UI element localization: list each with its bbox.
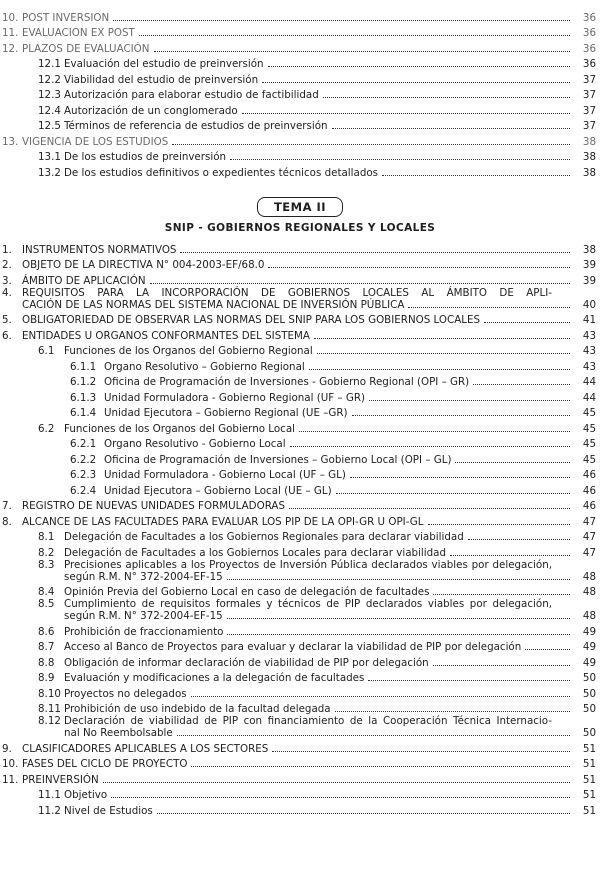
leader-dots bbox=[350, 477, 570, 478]
toc-entry-title: Acceso al Banco de Proyectos para evaluar y declarar la viabilidad de PIP por delegación bbox=[64, 641, 522, 653]
toc-entry-title: OBLIGATORIEDAD DE OBSERVAR LAS NORMAS DEL SNIP PARA LOS GOBIERNOS LOCALES bbox=[22, 314, 481, 326]
toc-entry-title: Funciones de los Organos del Gobierno Local bbox=[64, 422, 295, 435]
toc-entry-number: 1. bbox=[2, 243, 12, 256]
leader-dots bbox=[433, 594, 570, 595]
toc-entry-title: Evaluación del estudio de preinversión bbox=[64, 58, 264, 70]
toc-entry-title: Viabilidad del estudio de preinversión bbox=[64, 73, 259, 86]
toc-entry-number: 6.2 bbox=[38, 422, 55, 435]
toc-entry bbox=[0, 755, 600, 771]
toc-entry bbox=[0, 326, 600, 342]
toc-entry-number: 12. bbox=[2, 42, 19, 55]
toc-entry-page: 43 bbox=[582, 345, 596, 357]
toc-entry-page: 43 bbox=[582, 329, 596, 342]
leader-dots bbox=[323, 97, 570, 98]
leader-dots bbox=[289, 508, 570, 509]
toc-entry-number: 8.10 bbox=[38, 687, 61, 700]
toc-entry-title: Declaración de viabilidad de PIP con financiamiento de la Cooperación Técnica Internacio- bbox=[64, 715, 552, 727]
toc-entry bbox=[0, 466, 600, 482]
toc-entry-page: 50 bbox=[582, 672, 596, 684]
toc-entry-page: 47 bbox=[582, 531, 596, 543]
toc-entry bbox=[0, 653, 600, 669]
toc-entry-title: Unidad Formuladora - Gobierno Regional (UF – GR) bbox=[104, 391, 366, 404]
toc-entry-title: Evaluación y modificaciones a la delegación de facultades bbox=[64, 672, 365, 684]
toc-entry-number: 5. bbox=[2, 314, 12, 326]
toc-entry-number: 6.2.1 bbox=[70, 438, 97, 450]
toc-entry-number: 8.6 bbox=[38, 625, 55, 638]
toc-entry-number: 8.3 bbox=[38, 558, 55, 571]
toc-entry bbox=[0, 163, 600, 179]
toc-entry-page: 40 bbox=[582, 298, 596, 311]
toc-entry-title: Delegación de Facultades a los Gobiernos Locales para declarar viabilidad bbox=[64, 546, 447, 559]
toc-entry-title: POST INVERSION bbox=[22, 11, 110, 24]
toc-entry bbox=[0, 373, 600, 389]
leader-dots bbox=[172, 144, 570, 145]
toc-entry-title: De los estudios definitivos o expedientes técnicos detallados bbox=[64, 166, 379, 179]
toc-entry-number: 11.2 bbox=[38, 804, 61, 817]
toc-entry bbox=[0, 148, 600, 164]
toc-entry-title: Oficina de Programación de Inversiones – Gobierno Local (OPI – GL) bbox=[104, 453, 452, 466]
leader-dots bbox=[103, 782, 570, 783]
leader-dots bbox=[455, 462, 570, 463]
toc-entry bbox=[0, 481, 600, 497]
toc-entry bbox=[0, 404, 600, 420]
toc-entry-title: Unidad Formuladora - Gobierno Local (UF – GL) bbox=[104, 469, 346, 481]
toc-entry-title: PREINVERSIÓN bbox=[22, 773, 99, 786]
toc-entry-page: 50 bbox=[582, 703, 596, 715]
toc-entry-page: 38 bbox=[582, 243, 596, 256]
toc-entry-page: 51 bbox=[582, 742, 596, 755]
toc-entry bbox=[0, 770, 600, 786]
leader-dots bbox=[290, 446, 570, 447]
toc-entry bbox=[0, 271, 600, 287]
toc-entry-title: Unidad Ejecutora – Gobierno Local (UE – GL) bbox=[104, 484, 332, 497]
toc-entry-number: 13. bbox=[2, 135, 19, 148]
toc-entry-title: Oficina de Programación de Inversiones - Gobierno Regional (OPI – GR) bbox=[104, 376, 470, 388]
leader-dots bbox=[227, 618, 570, 619]
toc-entry-title: Organo Resolutivo – Gobierno Regional bbox=[104, 360, 305, 373]
toc-entry-page: 46 bbox=[582, 469, 596, 481]
toc-entry-title: OBJETO DE LA DIRECTIVA N° 004-2003-EF/68.0 bbox=[22, 259, 265, 271]
toc-entry-number: 6.1.1 bbox=[70, 360, 97, 373]
toc-entry-page: 51 bbox=[582, 804, 596, 817]
toc-entry bbox=[0, 786, 600, 802]
toc-entry-page: 36 bbox=[582, 42, 596, 55]
toc-entry-page: 45 bbox=[582, 453, 596, 466]
toc-entry bbox=[0, 559, 600, 583]
toc-entry-number: 6. bbox=[2, 329, 12, 342]
toc-entry-page: 48 bbox=[582, 610, 596, 622]
toc-entry-number: 6.1.4 bbox=[70, 407, 97, 419]
toc-entry-number: 12.4 bbox=[38, 104, 61, 117]
toc-entry-title: REGISTRO DE NUEVAS UNIDADES FORMULADORAS bbox=[22, 500, 286, 512]
toc-entry bbox=[0, 24, 600, 40]
toc-entry bbox=[0, 497, 600, 513]
leader-dots bbox=[335, 711, 570, 712]
toc-entry bbox=[0, 669, 600, 685]
toc-entry-title: Opinión Previa del Gobierno Local en caso de delegación de facultades bbox=[64, 586, 430, 598]
toc-entry bbox=[0, 101, 600, 117]
toc-entry-number: 8.8 bbox=[38, 656, 55, 669]
toc-entry-number: 8.4 bbox=[38, 586, 55, 598]
toc-entry-page: 44 bbox=[582, 391, 596, 404]
toc-entry bbox=[0, 598, 600, 622]
toc-entry-title: CLASIFICADORES APLICABLES A LOS SECTORES bbox=[22, 742, 269, 755]
leader-dots bbox=[191, 696, 570, 697]
toc-entry bbox=[0, 287, 600, 311]
toc-entry-title: Autorización de un conglomerado bbox=[64, 104, 238, 117]
toc-entry-number: 8.12 bbox=[38, 715, 61, 727]
toc-entry-number: 6.1.3 bbox=[70, 391, 97, 404]
tema-badge: TEMA II bbox=[257, 197, 343, 217]
toc-entry-page: 36 bbox=[582, 58, 596, 70]
toc-entry-number: 8.5 bbox=[38, 598, 55, 610]
leader-dots bbox=[272, 751, 570, 752]
toc-entry-title-continued: según R.M. N° 372-2004-EF-15 bbox=[64, 610, 223, 622]
toc-entry-title: FASES DEL CICLO DE PROYECTO bbox=[22, 758, 188, 770]
toc-entry-title: EVALUACION EX POST bbox=[22, 27, 135, 39]
toc-entry-page: 46 bbox=[582, 484, 596, 497]
toc-entry-title: Unidad Ejecutora – Gobierno Regional (UE –GR) bbox=[104, 407, 348, 419]
toc-entry-title: Términos de referencia de estudios de preinversión bbox=[64, 120, 328, 132]
toc-entry bbox=[0, 715, 600, 739]
toc-entry-number: 12.2 bbox=[38, 73, 61, 86]
toc-entry bbox=[0, 419, 600, 435]
leader-dots bbox=[299, 431, 570, 432]
toc-entry-page: 45 bbox=[582, 422, 596, 435]
toc-entry-page: 49 bbox=[582, 625, 596, 638]
toc-entry-page: 50 bbox=[582, 727, 596, 739]
toc-entry-number: 8.2 bbox=[38, 546, 55, 559]
toc-entry-page: 51 bbox=[582, 789, 596, 801]
leader-dots bbox=[150, 283, 570, 284]
toc-entry-number: 3. bbox=[2, 274, 12, 287]
leader-dots bbox=[336, 493, 570, 494]
toc-top-section bbox=[0, 8, 600, 179]
toc-entry bbox=[0, 86, 600, 102]
toc-entry-title: Funciones de los Organos del Gobierno Regional bbox=[64, 345, 313, 357]
toc-entry-page: 36 bbox=[582, 27, 596, 39]
toc-entry-number: 10. bbox=[2, 11, 19, 24]
toc-entry-number: 11. bbox=[2, 27, 19, 39]
toc-entry-number: 12.5 bbox=[38, 120, 61, 132]
leader-dots bbox=[368, 680, 570, 681]
toc-entry-page: 51 bbox=[582, 758, 596, 770]
toc-entry-number: 7. bbox=[2, 500, 12, 512]
toc-entry bbox=[0, 132, 600, 148]
leader-dots bbox=[262, 82, 570, 83]
toc-entry-title: Autorización para elaborar estudio de factibilidad bbox=[64, 89, 319, 101]
toc-entry-number: 11. bbox=[2, 773, 19, 786]
leader-dots bbox=[309, 369, 570, 370]
toc-entry-title-continued: CACIÓN DE LAS NORMAS DEL SISTEMA NACIONAL DE INVERSIÓN PÚBLICA bbox=[22, 298, 405, 311]
toc-entry bbox=[0, 256, 600, 272]
toc-entry bbox=[0, 528, 600, 544]
toc-entry-title: ÁMBITO DE APLICACIÓN bbox=[22, 274, 146, 287]
toc-entry-title: REQUISITOS PARA LA INCORPORACIÓN DE GOBIERNOS LOCALES AL ÁMBITO DE APLI- bbox=[22, 286, 552, 299]
toc-entry bbox=[0, 240, 600, 256]
toc-entry-title: Proyectos no delegados bbox=[64, 687, 187, 700]
toc-entry bbox=[0, 512, 600, 528]
toc-entry-page: 41 bbox=[582, 314, 596, 326]
leader-dots bbox=[113, 20, 570, 21]
toc-entry-number: 6.2.2 bbox=[70, 453, 97, 466]
toc-entry bbox=[0, 39, 600, 55]
toc-entry-number: 13.1 bbox=[38, 151, 61, 163]
toc-entry-number: 6.2.4 bbox=[70, 484, 97, 497]
toc-entry-title: VIGENCIA DE LOS ESTUDIOS bbox=[22, 135, 169, 148]
toc-entry-number: 8.11 bbox=[38, 703, 61, 715]
leader-dots bbox=[352, 415, 570, 416]
toc-entry-page: 37 bbox=[582, 89, 596, 101]
toc-entry bbox=[0, 739, 600, 755]
leader-dots bbox=[468, 539, 570, 540]
leader-dots bbox=[180, 252, 570, 253]
toc-entry-number: 12.1 bbox=[38, 58, 61, 70]
leader-dots bbox=[227, 634, 570, 635]
toc-entry-number: 6.2.3 bbox=[70, 469, 97, 481]
leader-dots bbox=[332, 128, 570, 129]
toc-entry-title: Organo Resolutivo - Gobierno Local bbox=[104, 438, 286, 450]
leader-dots bbox=[369, 400, 570, 401]
toc-entry-number: 13.2 bbox=[38, 166, 61, 179]
toc-entry bbox=[0, 435, 600, 451]
leader-dots bbox=[268, 66, 570, 67]
toc-entry-page: 49 bbox=[582, 641, 596, 653]
leader-dots bbox=[428, 524, 570, 525]
toc-entry-number: 6.1 bbox=[38, 345, 55, 357]
toc-entry-title: De los estudios de preinversión bbox=[64, 151, 227, 163]
toc-entry-title: Objetivo bbox=[64, 789, 108, 801]
toc-entry bbox=[0, 684, 600, 700]
leader-dots bbox=[525, 649, 570, 650]
toc-entry bbox=[0, 117, 600, 133]
toc-entry-title: Precisiones aplicables a los Proyectos de Inversión Pública declarados viables por delegación, bbox=[64, 558, 552, 571]
toc-entry bbox=[0, 388, 600, 404]
leader-dots bbox=[154, 51, 571, 52]
toc-entry-page: 39 bbox=[582, 274, 596, 287]
leader-dots bbox=[157, 813, 570, 814]
toc-entry-number: 8.7 bbox=[38, 641, 55, 653]
toc-entry bbox=[0, 583, 600, 599]
leader-dots bbox=[314, 338, 570, 339]
toc-entry bbox=[0, 342, 600, 358]
toc-entry-number: 8. bbox=[2, 515, 12, 528]
toc-entry-number: 2. bbox=[2, 259, 12, 271]
toc-entry-page: 48 bbox=[582, 586, 596, 598]
section-subtitle: SNIP - GOBIERNOS REGIONALES Y LOCALES bbox=[164, 222, 436, 234]
toc-entry-page: 45 bbox=[582, 407, 596, 419]
toc-entry-number: 11.1 bbox=[38, 789, 61, 801]
toc-entry-title: Delegación de Facultades a los Gobiernos Regionales para declarar viabilidad bbox=[64, 531, 464, 543]
toc-entry bbox=[0, 638, 600, 654]
toc-entry bbox=[0, 55, 600, 71]
leader-dots bbox=[317, 353, 570, 354]
leader-dots bbox=[484, 322, 570, 323]
tema-heading-wrap bbox=[0, 196, 600, 217]
toc-entry-title: Obligación de informar declaración de viabilidad de PIP por delegación bbox=[64, 656, 429, 669]
leader-dots bbox=[268, 267, 570, 268]
toc-entry bbox=[0, 622, 600, 638]
leader-dots bbox=[242, 113, 570, 114]
toc-bottom-section bbox=[0, 240, 600, 817]
leader-dots bbox=[227, 579, 570, 580]
leader-dots bbox=[230, 159, 570, 160]
leader-dots bbox=[139, 35, 570, 36]
toc-entry-page: 47 bbox=[582, 546, 596, 559]
leader-dots bbox=[177, 735, 570, 736]
toc-entry-page: 37 bbox=[582, 120, 596, 132]
toc-entry-page: 46 bbox=[582, 500, 596, 512]
toc-entry-page: 45 bbox=[582, 438, 596, 450]
leader-dots bbox=[111, 797, 570, 798]
toc-entry-title-continued: según R.M. N° 372-2004-EF-15 bbox=[64, 570, 223, 583]
toc-entry bbox=[0, 543, 600, 559]
toc-entry-page: 51 bbox=[582, 773, 596, 786]
toc-entry bbox=[0, 357, 600, 373]
leader-dots bbox=[191, 766, 570, 767]
leader-dots bbox=[433, 665, 570, 666]
toc-entry bbox=[0, 700, 600, 716]
toc-entry bbox=[0, 8, 600, 24]
toc-entry-title-continued: nal No Reembolsable bbox=[64, 727, 173, 739]
toc-entry-page: 50 bbox=[582, 687, 596, 700]
toc-entry-title: ENTIDADES U ORGANOS CONFORMANTES DEL SISTEMA bbox=[22, 329, 310, 342]
toc-entry bbox=[0, 450, 600, 466]
toc-entry-page: 48 bbox=[582, 570, 596, 583]
toc-entry-page: 44 bbox=[582, 376, 596, 388]
toc-entry-number: 4. bbox=[2, 286, 12, 299]
toc-entry-page: 38 bbox=[582, 135, 596, 148]
toc-entry-number: 10. bbox=[2, 758, 19, 770]
toc-entry-page: 43 bbox=[582, 360, 596, 373]
toc-entry-page: 47 bbox=[582, 515, 596, 528]
toc-entry-page: 37 bbox=[582, 104, 596, 117]
toc-entry bbox=[0, 801, 600, 817]
leader-dots bbox=[473, 384, 570, 385]
toc-entry-page: 49 bbox=[582, 656, 596, 669]
toc-entry-title: ALCANCE DE LAS FACULTADES PARA EVALUAR LOS PIP DE LA OPI-GR U OPI-GL bbox=[22, 515, 424, 528]
toc-entry bbox=[0, 70, 600, 86]
toc-entry-number: 8.1 bbox=[38, 531, 55, 543]
toc-entry-title: Prohibición de uso indebido de la facultad delegada bbox=[64, 703, 331, 715]
leader-dots bbox=[450, 555, 570, 556]
toc-entry bbox=[0, 311, 600, 327]
toc-entry-page: 39 bbox=[582, 259, 596, 271]
toc-entry-number: 9. bbox=[2, 742, 12, 755]
toc-entry-title: INSTRUMENTOS NORMATIVOS bbox=[22, 243, 177, 256]
toc-entry-page: 38 bbox=[582, 166, 596, 179]
toc-entry-page: 37 bbox=[582, 73, 596, 86]
toc-entry-title: PLAZOS DE EVALUACIÓN bbox=[22, 42, 150, 55]
toc-entry-number: 8.9 bbox=[38, 672, 55, 684]
toc-entry-page: 36 bbox=[582, 11, 596, 24]
toc-entry-title: Prohibición de fraccionamiento bbox=[64, 625, 224, 638]
toc-entry-title: Cumplimiento de requisitos formales y técnicos de PIP declarados viables por delegación, bbox=[64, 598, 552, 610]
leader-dots bbox=[382, 175, 570, 176]
toc-entry-number: 12.3 bbox=[38, 89, 61, 101]
toc-entry-page: 38 bbox=[582, 151, 596, 163]
toc-entry-number: 6.1.2 bbox=[70, 376, 97, 388]
toc-entry-title: Nivel de Estudios bbox=[64, 804, 153, 817]
leader-dots bbox=[408, 307, 570, 308]
